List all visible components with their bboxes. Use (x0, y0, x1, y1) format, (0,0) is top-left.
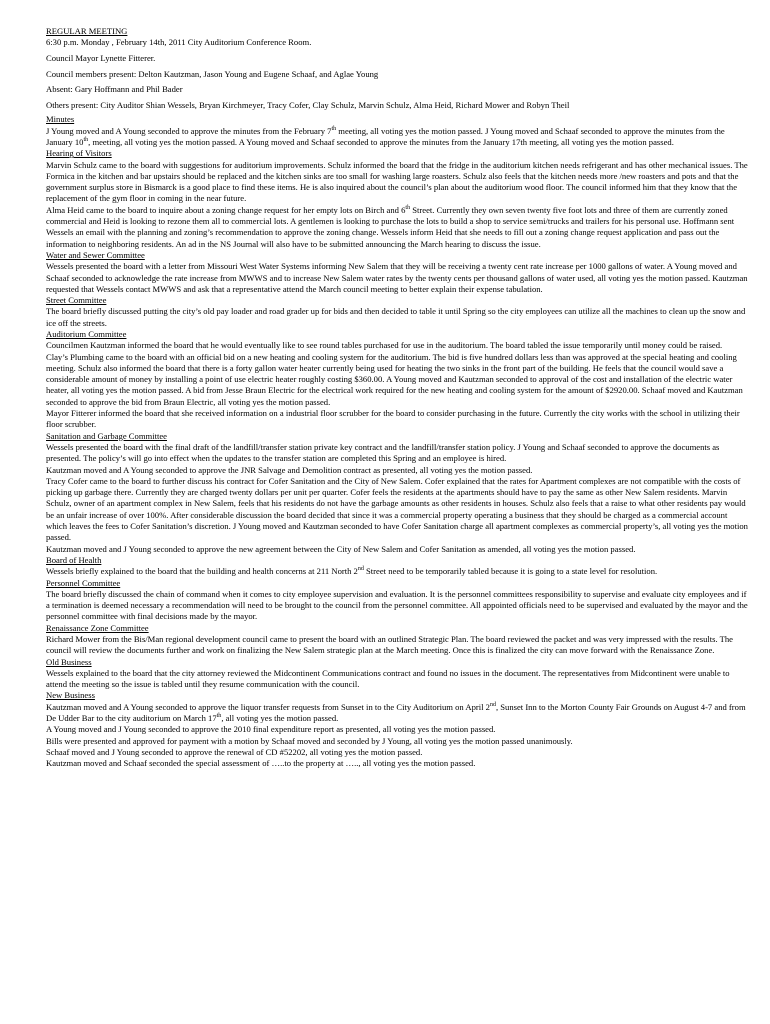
section-paragraph: Bills were presented and approved for payment with a motion by Schaaf moved and seconded by J Young, all voting yes the motion passed unanimously. (46, 735, 573, 746)
section-heading: Renaissance Zone Committee (46, 622, 149, 633)
section-paragraph: Kautzman moved and A Young seconded to approve the JNR Salvage and Demolition contract as presented, all voting yes the motion passed. (46, 464, 533, 475)
section-heading: Minutes (46, 114, 75, 125)
section-paragraph: Mayor Fitterer informed the board that she received information on a industrial floor scrubber for the board to consider purchasing in the future. Currently the city works with the school in utilizing their floor scrubber. (46, 408, 740, 430)
section-paragraph: Wessels presented the board with a letter from Missouri West Water Systems informing New Salem that they will be receiving a twenty cent rate increase per 1000 gallons of water. A Young moved and Schaaf seconded to acknowledge the rate increase from MWWS and to increase New Salem water rates by the twenty cents per thousand gallons of water used, all voting yes the motion passed. Kautzman requested that Wessels contact MWWS and ask that a representative attend the March council meeting to better explain their expense tabulation. (46, 261, 748, 294)
section-paragraph: Wessels explained to the board that the city attorney reviewed the Midcontinent Communications contract and found no issues in the document. The representatives from Midcontinent were unable to attend the meeting so the issue is tabled until they resume communication with the council. (46, 667, 730, 690)
minutes-document (46, 26, 750, 770)
section-paragraph: Schaaf moved and J Young seconded to approve the renewal of CD #52202, all voting yes the motion passed. (46, 746, 423, 757)
ordinal-suffix: nd (489, 701, 496, 708)
section-heading: Hearing of Visitors (46, 148, 112, 159)
members-absent: Absent: Gary Hoffmann and Phil Bader (46, 84, 183, 95)
ordinal-suffix: th (405, 204, 411, 211)
section-paragraph: The board briefly discussed putting the city’s old pay loader and road grader up for bids and then decided to table it until Spring so the city employees can utilize all the machines to clean up the snow and ice off the streets. (46, 306, 746, 328)
section-paragraph: Marvin Schulz came to the board with suggestions for auditorium improvements. Schulz informed the board that the fridge in the auditorium kitchen needs refrigerant and has other mechanical issues. The Formica in the kitchen and bar upstairs should be replaced and the kitchen sinks are too small for washing large roasters. Schulz also feels that the kitchen needs more /new roasters and pots and that the government surplus store in Bismarck is a good place to find these items. He is also inquired about the council’s plan about the auditorium wood floor. The council informed him that they know that the replacement of the gym floor in coming in the near future. (46, 159, 748, 204)
section-paragraph: Kautzman moved and J Young seconded to approve the new agreement between the City of New Salem and Cofer Sanitation as amended, all voting yes the motion passed. (46, 543, 636, 554)
section-paragraph: Kautzman moved and A Young seconded to approve the liquor transfer requests from Sunset in to the City Auditorium on April 2nd, Sunset Inn to the Morton County Fair Grounds on August 4-7 and from De Udder Bar to the city auditorium on March 17th, all voting yes the motion passed. (46, 701, 746, 724)
section-paragraph: Wessels presented the board with the final draft of the landfill/transfer station private key contract and the landfill/transfer station policy. J Young and Schaaf seconded to approve the documents as presented. The policy’s will go into effect when the updates to the transfer station are completed this Spring and an employee is hired. (46, 441, 720, 464)
ordinal-suffix: th (331, 125, 337, 132)
section-paragraph: Alma Heid came to the board to inquire about a zoning change request for her empty lots on Birch and 6th Street. Currently they own seven twenty five foot lots and three of them are currently zoned commercial and Heid is looking to rezone them all to commercial lots. A gentlemen is looking to purchase the lots to build a shop to service semi/trucks and trailers for his personal use. Hoffmann sent Wessels an email with the planning and zoning’s recommendation to approve the zoning change. Wessels inform Heid that she needs to fill out a zoning change request application and pass out the information to neighboring residents. An ad in the NS Journal will also have to be submitted announcing the March hearing to discuss the issue. (46, 204, 735, 249)
section-heading: Personnel Committee (46, 577, 121, 588)
section-heading: Old Business (46, 656, 92, 667)
section-paragraph: Tracy Cofer came to the board to further discuss his contract for Cofer Sanitation and the City of New Salem. Cofer explained that the rates for Apartment complexes are not compatible with the costs of picking up garbage there. Currently they are charged twenty dollars per unit per quarter. Cofer feels the residents at the apartments should have to pay the same as other New Salem residents. Marvin Schulz, owner of an apartment complex in New Salem, feels that his residents do not have the garbage amounts as other residents in houses. Schulz also feels that a raise to what other residents pay would be an unfair increase of over 100%. After considerable discussion the board decided that since it was a commercial property operating a business that they should be charged as a commercial account which leaves the fees to Cofer Sanitation’s discretion. J Young moved and Kautzman seconded to have Cofer Sanitation charge all apartment complexes as commercial property’s, all voting yes the motion passed. (46, 475, 748, 543)
section-heading: Board of Health (46, 554, 102, 565)
ordinal-suffix: nd (357, 566, 364, 573)
section-paragraph: Clay’s Plumbing came to the board with an official bid on a new heating and cooling system for the auditorium. The bid is five hundred dollars less than was approved at the special heating and cooling meeting. Schulz also informed the board that there is a forty gallon water heater currently being used for heating the two sinks in the front part of the building. He feels that the council would save a considerable amount of money by installing a point of use electric heater roughly costing $360.00. A Young moved and Kautzman seconded to approval of the cost and installation of the electric water heater, all voting yes the motion passed. A bid from Jesse Braun Electric for the electrical work required for the new heating and cooling system for the amount of $2920.00. Schaaf moved and Kautzman seconded to approve the bid from Braun Electric, all voting yes the motion passed. (46, 351, 743, 407)
section-paragraph: Richard Mower from the Bis/Man regional development council came to present the board with an outlined Strategic Plan. The board reviewed the packet and was very impressed with the results. The council will review the documents further and work on finalizing the New Salem strategic plan at the March meeting. Once this is finalized the city can move forward with the Renaissance Zone. (46, 634, 733, 656)
document-title: REGULAR MEETING (46, 26, 128, 36)
section-heading: Auditorium Committee (46, 328, 127, 339)
section-heading: Street Committee (46, 295, 107, 306)
section-paragraph: A Young moved and J Young seconded to approve the 2010 final expenditure report as presented, all voting yes the motion passed. (46, 724, 496, 735)
members-present: Council members present: Delton Kautzman, Jason Young and Eugene Schaaf, and Aglae Young (46, 68, 379, 79)
section-paragraph: Kautzman moved and Schaaf seconded the special assessment of …..to the property at ….., all voting yes the motion passed. (46, 758, 476, 769)
section-paragraph: Wessels briefly explained to the board that the building and health concerns at 211 North 2nd Street need to be temporarily tabled because it is going to a state level for resolution. (46, 566, 658, 577)
section-heading: Water and Sewer Committee (46, 249, 145, 260)
section-heading: New Business (46, 690, 95, 701)
section-heading: Sanitation and Garbage Committee (46, 430, 167, 441)
section-paragraph: The board briefly discussed the chain of command when it comes to city employee supervision and evaluation. It is the personnel committees responsibility to supervise and evaluate city employees and if a termination is deemed necessary a recommendation will need to be brought to the council from the personnel committee. All appointed officials need to be supervised and evaluated by the mayor and the personnel committee with final decisions made by the mayor. (46, 588, 748, 622)
meeting-datetime: 6:30 p.m. Monday , February 14th, 2011 City Auditorium Conference Room. (46, 37, 312, 48)
section-paragraph: Councilmen Kautzman informed the board that he would eventually like to see round tables purchased for use in the auditorium. The board tabled the issue temporarily until money could be raised. (46, 340, 723, 351)
minutes-sections (46, 114, 750, 769)
ordinal-suffix: th (83, 137, 89, 144)
mayor-line: Council Mayor Lynette Fitterer. (46, 52, 156, 63)
others-present: Others present: City Auditor Shian Wessels, Bryan Kirchmeyer, Tracy Cofer, Clay Schulz, Marvin Schulz, Alma Heid, Richard Mower and Robyn Theil (46, 100, 570, 111)
ordinal-suffix: th (216, 713, 222, 720)
section-paragraph: J Young moved and A Young seconded to approve the minutes from the February 7th meeting, all voting yes the motion passed. J Young moved and Schaaf seconded to approve the minutes from the January 10th, meeting, all voting yes the motion passed. A Young moved and Schaaf seconded to approve the minutes from the January 17th meeting, all voting yes the motion passed. (46, 125, 725, 147)
